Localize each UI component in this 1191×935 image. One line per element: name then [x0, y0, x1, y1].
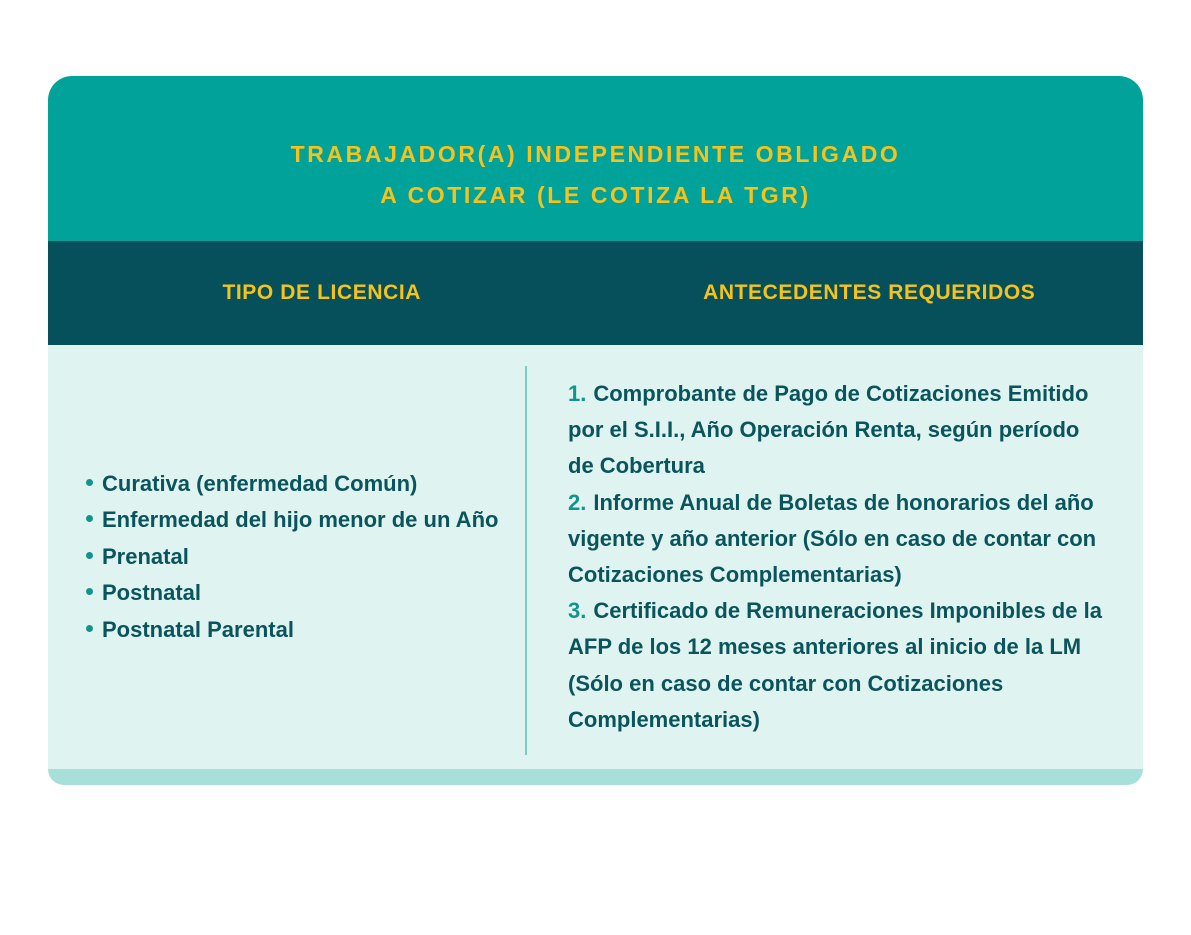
column-divider	[525, 366, 527, 755]
license-type-label: Postnatal	[102, 580, 202, 606]
bullet-icon	[86, 515, 93, 522]
card-title-banner	[48, 76, 1143, 241]
requirement-text: Comprobante de Pago de Cotizaciones Emitido por el S.I.I., Año Operación Renta, según período de Cobertura	[568, 380, 1089, 479]
bullet-icon	[86, 588, 93, 595]
license-type-label: Enfermedad del hijo menor de un Año	[102, 507, 499, 533]
info-table-card	[48, 76, 1143, 785]
requirement-number: 1.	[568, 380, 587, 406]
license-type-label: Prenatal	[102, 543, 189, 569]
column-header-tipo-de-licencia: TIPO DE LICENCIA	[222, 281, 422, 304]
license-type-label: Curativa (enfermedad Común)	[102, 470, 418, 496]
column-header-antecedentes-requeridos: ANTECEDENTES REQUERIDOS	[703, 281, 1036, 304]
card-title-line-1: TRABAJADOR(A) INDEPENDIENTE OBLIGADO	[290, 140, 901, 167]
requirement-item	[568, 376, 1108, 485]
card-title-line-2: A COTIZAR (LE COTIZA LA TGR)	[380, 181, 811, 208]
requirement-item	[568, 593, 1108, 738]
requirement-number: 2.	[568, 489, 587, 515]
card-bottom-strip	[48, 769, 1143, 785]
requirement-item	[568, 485, 1108, 594]
bullet-icon	[86, 552, 93, 559]
requirement-number: 3.	[568, 598, 587, 624]
list-item	[86, 539, 516, 576]
bullet-icon	[86, 625, 93, 632]
table-body	[48, 345, 1143, 769]
license-type-label: Postnatal Parental	[102, 616, 294, 642]
requirements-list	[568, 345, 1108, 769]
bullet-icon	[86, 479, 93, 486]
requirement-text: Informe Anual de Boletas de honorarios del año vigente y año anterior (Sólo en caso de contar con Cotizaciones Complementarias)	[568, 489, 1097, 587]
requirement-text: Certificado de Remuneraciones Imponibles de la AFP de los 12 meses anteriores al inicio de la LM (Sólo en caso de contar con Cotizaciones Complementarias)	[568, 598, 1102, 732]
list-item	[86, 612, 516, 649]
table-column-header-row	[48, 241, 1143, 345]
list-item	[86, 575, 516, 612]
list-item	[86, 502, 516, 539]
license-types-list	[86, 345, 516, 769]
list-item	[86, 466, 516, 503]
